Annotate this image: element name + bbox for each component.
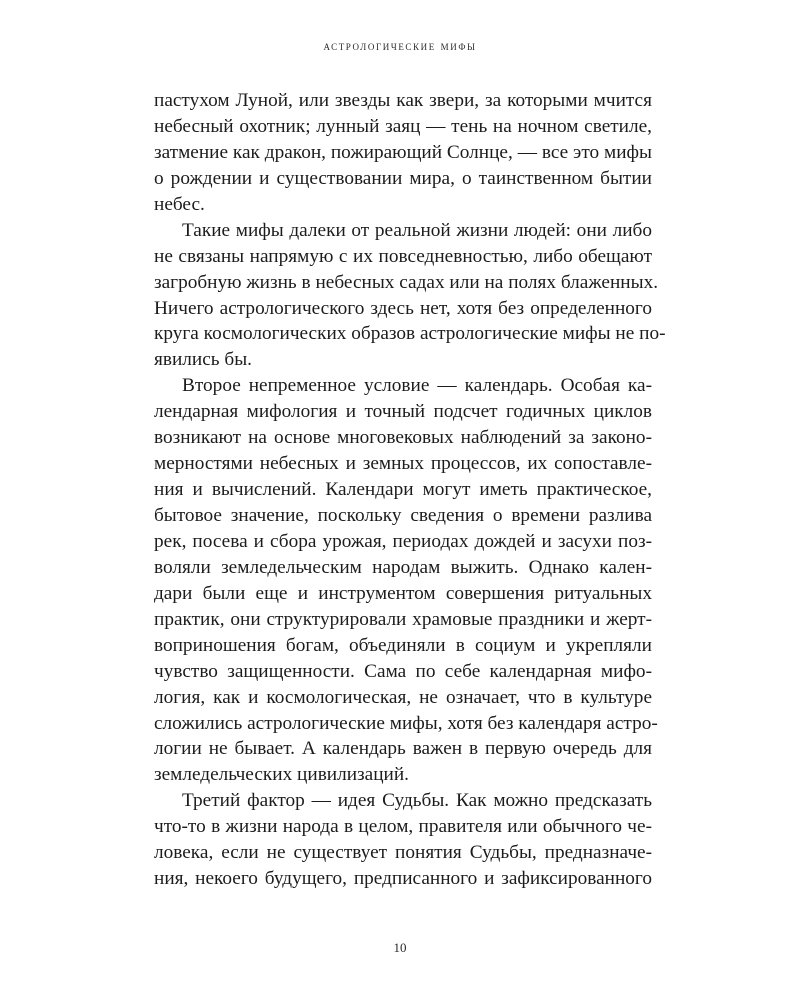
text-line: ния и вычислений. Календари могут иметь практическое,	[154, 479, 652, 501]
text-line: бытовое значение, поскольку сведения о времени разлива	[154, 505, 652, 526]
text-line: мерностями небесных и земных процессов, их сопоставле-	[154, 453, 652, 475]
paragraph-1	[154, 88, 652, 218]
text-line: явились бы.	[154, 349, 252, 371]
text-line: рек, посева и сбора урожая, периодах дождей и засухи поз-	[154, 530, 652, 552]
text-line: ния, некоего будущего, предписанного и зафиксированного	[154, 868, 652, 890]
text-line: затмение как дракон, пожирающий Солнце, — все это мифы	[154, 141, 652, 163]
text-line: сложились астрологические мифы, хотя без календаря астро-	[154, 712, 658, 734]
text-line: Третий фактор — идея Судьбы. Как можно предсказать	[182, 790, 652, 812]
running-header: астрологические мифы	[323, 38, 477, 53]
text-line: загробную жизнь в небесных садах или на полях блаженных.	[154, 271, 659, 293]
body-text	[154, 88, 666, 892]
text-line: логия, как и космологическая, не означает, что в культуре	[154, 686, 652, 708]
paragraph-2	[154, 218, 666, 374]
text-line: Второе непременное условие — календарь. Особая ка-	[182, 375, 652, 397]
text-line: практик, они структурировали храмовые праздники и жерт-	[154, 608, 652, 630]
text-line: воляли земледельческим народам выжить. Однако кален-	[154, 556, 652, 578]
page-number: 10	[393, 940, 407, 955]
text-line: логии не бывает. А календарь важен в первую очередь для	[154, 738, 652, 760]
text-line: ловека, если не существует понятия Судьбы, предназначе-	[154, 842, 652, 864]
text-line: чувство защищенности. Сама по себе календарная мифо-	[154, 660, 652, 682]
text-line: о рождении и существовании мира, о таинственном бытии	[154, 167, 652, 189]
text-line: небесный охотник; лунный заяц — тень на ночном светиле,	[154, 115, 652, 137]
paragraph-4	[154, 788, 652, 892]
text-line: возникают на основе многовековых наблюдений за законо-	[154, 427, 652, 449]
text-line: Такие мифы далеки от реальной жизни людей: они либо	[182, 219, 652, 241]
text-line: небес.	[154, 193, 205, 215]
paragraph-3	[154, 373, 658, 788]
text-line: пастухом Луной, или звезды как звери, за которыми мчится	[154, 90, 652, 111]
text-line: лендарная мифология и точный подсчет годичных циклов	[154, 401, 652, 423]
text-line: не связаны напрямую с их повседневностью, либо обещают	[154, 245, 652, 267]
text-line: Ничего астрологического здесь нет, хотя без определенного	[154, 297, 652, 319]
text-line: дари были еще и инструментом совершения ритуальных	[154, 582, 652, 604]
text-line: круга космологических образов астрологические мифы не по-	[154, 323, 666, 345]
text-line: что-то в жизни народа в целом, правителя или обычного че-	[154, 816, 652, 838]
text-line: воприношения богам, объединяли в социум и укрепляли	[154, 634, 652, 656]
text-line: земледельческих цивилизаций.	[154, 764, 410, 786]
